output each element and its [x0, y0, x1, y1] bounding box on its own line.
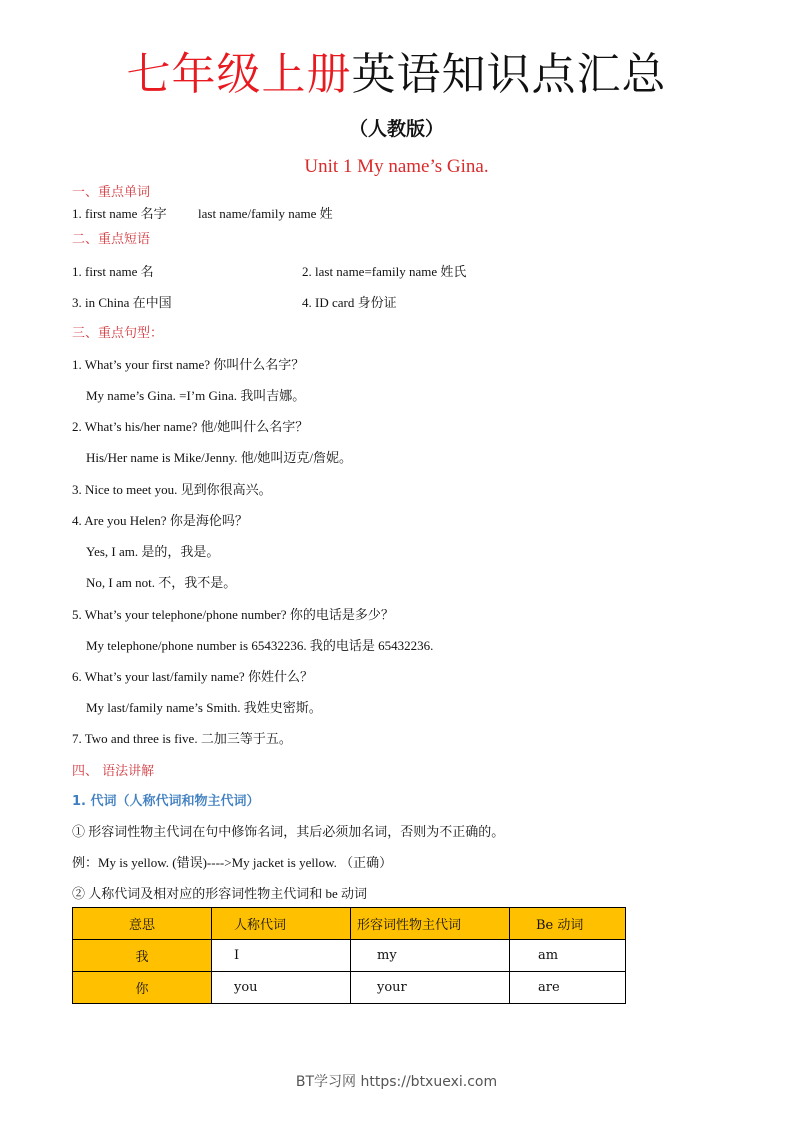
table-header-row	[73, 908, 626, 940]
section-heading-words: 一、重点单词	[72, 185, 151, 200]
table-cell: you	[212, 972, 351, 1004]
sentence-line: 1. What’s your first name? 你叫什么名字？	[72, 357, 305, 372]
phrase-item-2: 2. last name=family name 姓氏	[302, 264, 467, 279]
table-cell: your	[351, 972, 510, 1004]
sentence-line: 3. Nice to meet you. 见到你很高兴。	[72, 482, 272, 497]
sentence-line: My telephone/phone number is 65432236. 我的电话是 65432236.	[86, 638, 434, 653]
sentence-line: 5. What’s your telephone/phone number? 你的电话是多少？	[72, 607, 394, 622]
phrase-item-4: 4. ID card 身份证	[302, 295, 397, 310]
table-header-cell: 形容词性物主代词	[351, 908, 510, 940]
sentence-line: 6. What’s your last/family name? 你姓什么？	[72, 669, 313, 684]
phrase-item-1: 1. first name 名	[72, 264, 154, 279]
table-header-cell: 人称代词	[212, 908, 351, 940]
sentence-line: No, I am not. 不，我不是。	[86, 575, 237, 590]
table-cell-meaning: 我	[73, 940, 212, 972]
grammar-subheading: 1. 代词（人称代词和物主代词）	[72, 794, 260, 809]
pronoun-table	[72, 907, 626, 1004]
document-title	[0, 46, 793, 104]
title-black-part: 英语知识点汇总	[351, 49, 667, 100]
sentence-line: 7. Two and three is five. 二加三等于五。	[72, 731, 292, 746]
section-heading-grammar: 四、 语法讲解	[72, 764, 155, 779]
table-cell: my	[351, 940, 510, 972]
grammar-point-2: ② 人称代词及相对应的形容词性物主代词和 be 动词	[72, 886, 368, 901]
table-cell: I	[212, 940, 351, 972]
sentence-line: My name’s Gina. =I’m Gina. 我叫吉娜。	[86, 388, 306, 403]
grammar-example: 例：My is yellow. (错误)---->My jacket is yellow. （正确）	[72, 855, 393, 870]
sentence-line: His/Her name is Mike/Jenny. 他/她叫迈克/詹妮。	[86, 450, 352, 465]
table-cell: are	[510, 972, 626, 1004]
word-item-2: last name/family name 姓	[198, 206, 333, 221]
sentence-line: My last/family name’s Smith. 我姓史密斯。	[86, 700, 322, 715]
grammar-point-1: ① 形容词性物主代词在句中修饰名词，其后必须加名词，否则为不正确的。	[72, 824, 505, 839]
table-row	[73, 940, 626, 972]
section-heading-phrases: 二、重点短语	[72, 232, 151, 247]
title-red-part: 七年级上册	[126, 49, 352, 100]
site-footer-watermark: BT学习网 https://btxuexi.com	[295, 1074, 498, 1090]
edition-subtitle: （人教版）	[348, 118, 444, 140]
sentence-line: Yes, I am. 是的，我是。	[86, 544, 220, 559]
table-cell: am	[510, 940, 626, 972]
phrase-item-3: 3. in China 在中国	[72, 295, 172, 310]
word-item-1: 1. first name 名字	[72, 206, 167, 221]
table-header-cell: Be 动词	[510, 908, 626, 940]
sentence-line: 4. Are you Helen? 你是海伦吗？	[72, 513, 248, 528]
section-heading-sentences: 三、重点句型：	[72, 326, 164, 341]
table-header-cell: 意思	[73, 908, 212, 940]
table-row	[73, 972, 626, 1004]
sentence-line: 2. What’s his/her name? 他/她叫什么名字？	[72, 419, 309, 434]
table-cell-meaning: 你	[73, 972, 212, 1004]
unit-title: Unit 1 My name’s Gina.	[304, 156, 489, 177]
